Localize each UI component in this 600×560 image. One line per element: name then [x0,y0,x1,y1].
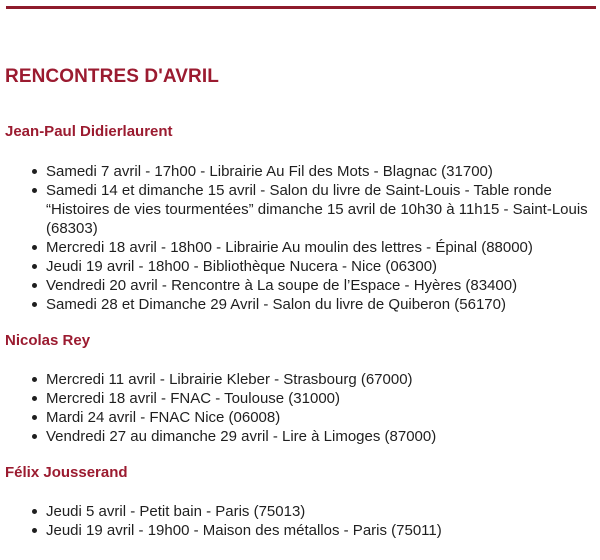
author-heading-jousserand: Félix Jousserand [5,464,128,481]
event-list-didierlaurent [26,162,596,314]
event-item: Samedi 28 et Dimanche 29 Avril - Salon du livre de Quiberon (56170) [26,295,596,314]
event-item: Samedi 7 avril - 17h00 - Librairie Au Fil des Mots - Blagnac (31700) [26,162,596,181]
author-heading-rey: Nicolas Rey [5,332,91,349]
event-item: Vendredi 27 au dimanche 29 avril - Lire à Limoges (87000) [26,427,596,446]
event-item: Mardi 24 avril - FNAC Nice (06008) [26,408,596,427]
event-item: Jeudi 5 avril - Petit bain - Paris (75013) [26,502,596,521]
event-item: Vendredi 20 avril - Rencontre à La soupe de l’Espace - Hyères (83400) [26,276,596,295]
event-item: Mercredi 18 avril - 18h00 - Librairie Au moulin des lettres - Épinal (88000) [26,238,596,257]
event-list-rey [26,370,596,446]
event-item: Samedi 14 et dimanche 15 avril - Salon du livre de Saint-Louis - Table ronde “Histoires de vies tourmentées” dimanche 15 avril de 10h30 à 11h15 - Saint-Louis (68303) [26,181,596,238]
event-item: Mercredi 18 avril - FNAC - Toulouse (31000) [26,389,596,408]
event-item: Jeudi 19 avril - 18h00 - Bibliothèque Nucera - Nice (06300) [26,257,596,276]
event-item: Mercredi 11 avril - Librairie Kleber - Strasbourg (67000) [26,370,596,389]
top-divider [6,6,596,9]
author-heading-didierlaurent: Jean-Paul Didierlaurent [5,123,173,140]
page-title: RENCONTRES D'AVRIL [5,66,219,87]
event-list-jousserand [26,502,596,540]
event-item: Jeudi 19 avril - 19h00 - Maison des métallos - Paris (75011) [26,521,596,540]
